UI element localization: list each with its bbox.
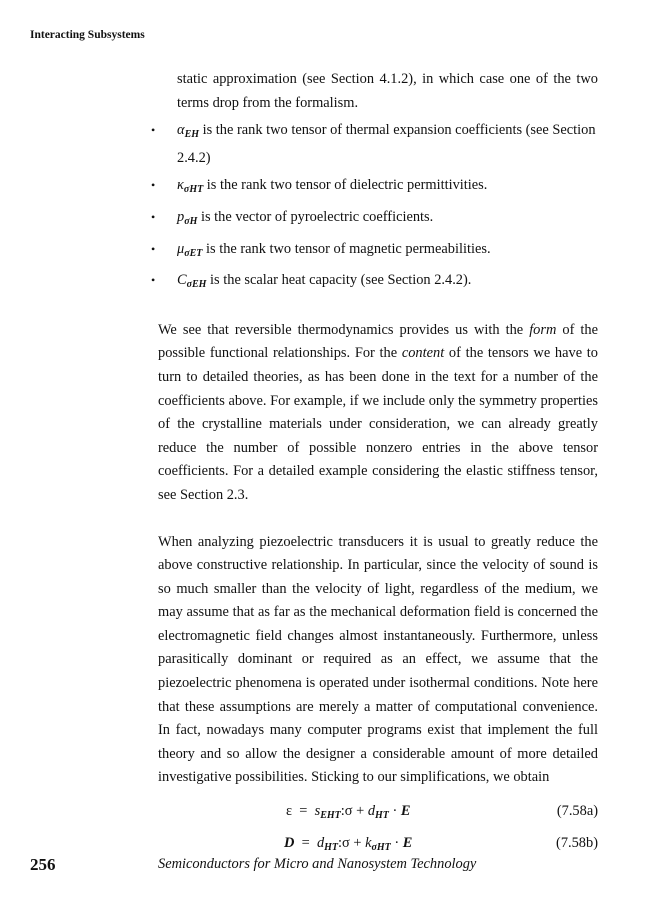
- symbol-subscript: σET: [184, 247, 203, 259]
- symbol: p: [177, 208, 185, 225]
- bullet-icon: •: [151, 209, 156, 224]
- symbol-list-item: [151, 174, 598, 202]
- symbol-subscript: σHT: [183, 184, 204, 196]
- symbol-list: [151, 119, 598, 297]
- symbol-description: is the rank two tensor of thermal expansion coefficients (see Section 2.4.2): [177, 122, 596, 166]
- equation-7-58b: $D = d_{HT}:\sigma + k_{\sigma HT} \cdot E$ (7.58b): [158, 832, 598, 858]
- equation-7-58a: $\varepsilon = s_{EHT}:\sigma + d_{HT} \cdot E$ (7.58a): [158, 800, 598, 826]
- symbol-list-item: [151, 269, 598, 297]
- symbol-list-item: [151, 206, 598, 234]
- symbol-list-item: [151, 238, 598, 266]
- eq-lhs: D: [284, 835, 295, 852]
- bullet-icon: •: [151, 241, 156, 256]
- book-title: Semiconductors for Micro and Nanosystem Technology: [158, 856, 477, 872]
- eq-term: d: [316, 835, 325, 852]
- symbol-subscript: σEH: [186, 279, 207, 291]
- symbol: κ: [177, 177, 184, 194]
- paragraph-1: We see that reversible thermodynamics provides us with the form of the possible functional relationships. For the content of the tensors we have to turn to detailed theories, as has been done in the text for a number of the coefficients above. For example, if we include only the symmetry properties of the crystalline materials under consideration, we can already greatly reduce the number of possible nonzero entries in the above tensor coefficients. For a detailed example considering the elastic stiffness tensor, see Section 2.3.: [158, 321, 599, 503]
- bullet-icon: •: [151, 273, 156, 288]
- eq-lhs: ε: [286, 803, 293, 820]
- equation-number: (7.58b): [556, 835, 598, 852]
- bullet-icon: •: [151, 178, 156, 193]
- symbol-subscript: EH: [184, 129, 200, 141]
- symbol: α: [177, 122, 185, 139]
- bullet-icon: •: [151, 123, 156, 138]
- symbol: C: [177, 272, 187, 289]
- symbol-description: is the rank two tensor of magnetic permeabilities.: [202, 240, 491, 257]
- symbol-subscript: σH: [184, 215, 198, 227]
- page-number: 256: [30, 855, 56, 874]
- symbol-description: is the rank two tensor of dielectric permittivities.: [203, 177, 488, 194]
- paragraph-2: When analyzing piezoelectric transducers it is usual to greatly reduce the above constructive relationship. In particular, since the velocity of sound is so much smaller than the velocity of light, regardless of the medium, we may assume that as far as the mechanical deformation field is concerned the electromagnetic field changes almost instantaneously. Furthermore, unless parasitically dominant or required as an effect, we assume that the piezoelectric phenomena is operated under isothermal conditions. Note here that these assumptions are merely a matter of computational convenience. In fact, nowadays many computer programs exist that implement the full theory and so allow the designer a considerable amount of more detailed investigative possibilities. Sticking to our simplifications, we obtain: [158, 533, 598, 786]
- symbol-description: is the vector of pyroelectric coefficients.: [197, 208, 434, 225]
- intro-continuation: static approximation (see Section 4.1.2), in which case one of the two terms drop from the formalism.: [177, 71, 598, 111]
- symbol: μ: [177, 240, 185, 257]
- symbol-description: is the scalar heat capacity (see Section 2.4.2).: [206, 272, 472, 289]
- eq-term: s: [314, 803, 321, 820]
- symbol-list-item: [151, 119, 598, 170]
- page-body: [151, 68, 599, 858]
- equation-number: (7.58a): [556, 803, 598, 820]
- running-head: Interacting Subsystems: [30, 29, 145, 41]
